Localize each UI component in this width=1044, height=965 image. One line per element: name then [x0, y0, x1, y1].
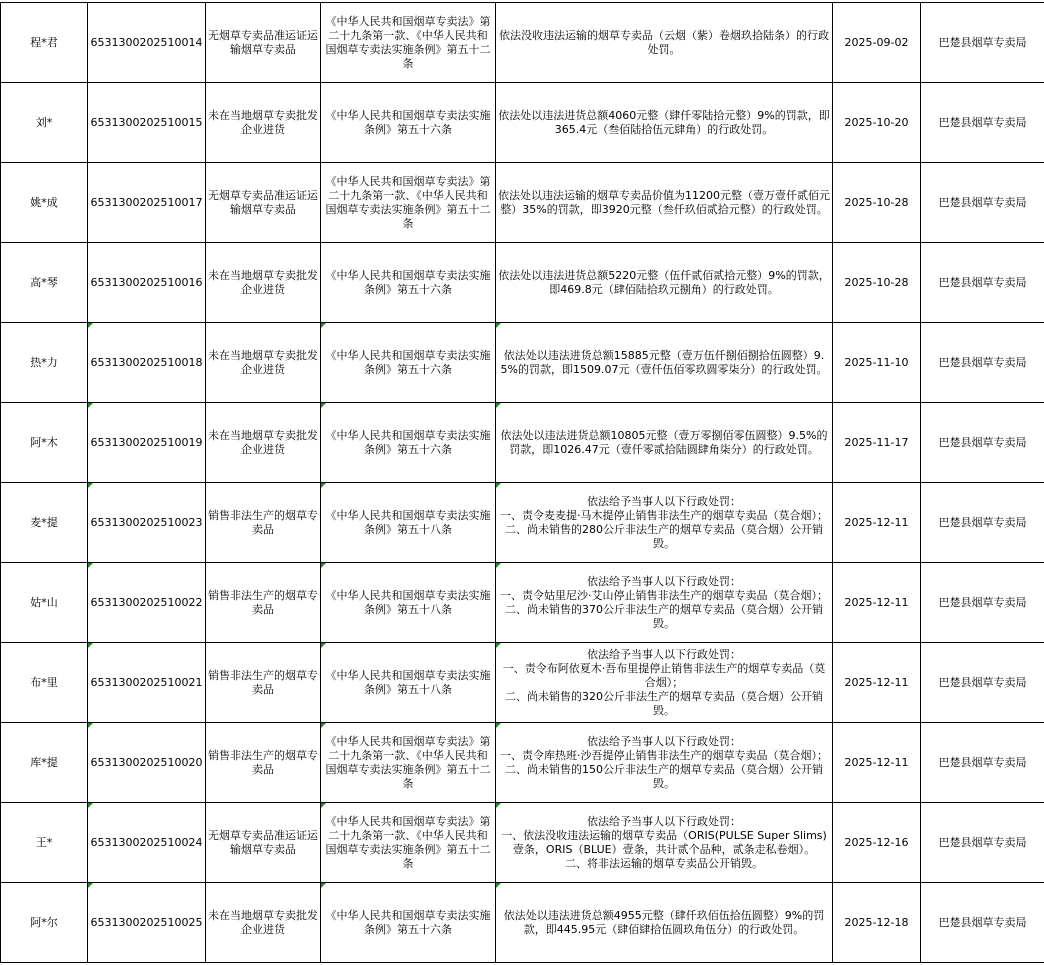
cell-legal-basis[interactable] [321, 563, 496, 643]
cell-case-number-text: 6531300202510014 [91, 36, 203, 49]
cell-legal-basis[interactable] [321, 723, 496, 803]
cell-decision-date-text: 2025-09-02 [845, 36, 909, 49]
comment-marker-icon [496, 323, 501, 328]
cell-decision-date-text: 2025-12-11 [845, 596, 909, 609]
comment-marker-icon [496, 803, 501, 808]
cell-party-name-text: 热*力 [30, 356, 58, 369]
cell-legal-basis-text: 《中华人民共和国烟草专卖法实施条例》第五十六条 [326, 109, 491, 136]
cell-case-number[interactable] [88, 643, 206, 723]
comment-marker-icon [321, 323, 326, 328]
cell-penalty-result[interactable] [496, 723, 833, 803]
penalty-result-line: 一、责令布阿依夏木·吾布里提停止销售非法生产的烟草专卖品（莫合烟）； [498, 662, 830, 690]
cell-authority-text: 巴楚县烟草专卖局 [939, 516, 1027, 529]
cell-violation-type-text: 销售非法生产的烟草专卖品 [208, 749, 318, 776]
comment-marker-icon [88, 403, 93, 408]
comment-marker-icon [88, 483, 93, 488]
table-row[interactable] [1, 803, 1044, 883]
comment-marker-icon [496, 563, 501, 568]
cell-party-name-text: 程*君 [30, 36, 58, 49]
cell-decision-date[interactable] [833, 803, 921, 883]
cell-penalty-result-text: 依法处以违法进货总额10805元整（壹万零捌佰零伍圆整）9.5%的罚款，即1026.47元（壹仟零贰拾陆圆肆角柒分）的行政处罚。 [501, 429, 828, 456]
cell-party-name-text: 阿*木 [30, 436, 58, 449]
cell-case-number[interactable] [88, 243, 206, 323]
cell-authority[interactable] [921, 83, 1044, 163]
cell-decision-date[interactable] [833, 563, 921, 643]
cell-penalty-result[interactable] [496, 483, 833, 563]
cell-legal-basis[interactable] [321, 483, 496, 563]
table-row[interactable] [1, 883, 1044, 963]
comment-marker-icon [321, 403, 326, 408]
cell-decision-date[interactable] [833, 723, 921, 803]
penalty-result-line: 依法给予当事人以下行政处罚： [498, 648, 830, 662]
cell-decision-date[interactable] [833, 83, 921, 163]
cell-party-name[interactable] [1, 163, 88, 243]
cell-penalty-result-text: 依法处以违法进货总额5220元整（伍仟贰佰贰拾元整）9%的罚款，即469.8元（肆佰陆拾玖元捌角）的行政处罚。 [498, 269, 829, 296]
cell-decision-date[interactable] [833, 883, 921, 963]
cell-case-number-text: 6531300202510015 [91, 116, 203, 129]
table-row[interactable] [1, 3, 1044, 83]
penalty-result-line: 一、责令姑里尼沙·艾山停止销售非法生产的烟草专卖品（莫合烟）； [498, 589, 830, 603]
cell-violation-type[interactable] [206, 803, 321, 883]
cell-decision-date-text: 2025-12-11 [845, 676, 909, 689]
cell-legal-basis-text: 《中华人民共和国烟草专卖法实施条例》第五十八条 [326, 509, 491, 536]
cell-party-name[interactable] [1, 723, 88, 803]
cell-authority[interactable] [921, 3, 1044, 83]
cell-legal-basis-text: 《中华人民共和国烟草专卖法实施条例》第五十六条 [326, 909, 491, 936]
cell-violation-type-text: 销售非法生产的烟草专卖品 [208, 669, 318, 696]
comment-marker-icon [321, 883, 326, 888]
cell-case-number-text: 6531300202510020 [91, 756, 203, 769]
cell-case-number[interactable] [88, 723, 206, 803]
cell-legal-basis[interactable] [321, 243, 496, 323]
comment-marker-icon [496, 643, 501, 648]
cell-legal-basis[interactable] [321, 83, 496, 163]
cell-decision-date-text: 2025-10-28 [845, 196, 909, 209]
cell-violation-type[interactable] [206, 643, 321, 723]
cell-legal-basis[interactable] [321, 643, 496, 723]
cell-penalty-result[interactable] [496, 403, 833, 483]
penalty-result-line: 依法给予当事人以下行政处罚： [498, 495, 830, 509]
comment-marker-icon [88, 883, 93, 888]
table-row[interactable] [1, 723, 1044, 803]
cell-authority-text: 巴楚县烟草专卖局 [939, 836, 1027, 849]
cell-authority-text: 巴楚县烟草专卖局 [939, 436, 1027, 449]
cell-penalty-result[interactable] [496, 163, 833, 243]
cell-decision-date[interactable] [833, 483, 921, 563]
comment-marker-icon [321, 803, 326, 808]
cell-case-number-text: 6531300202510024 [91, 836, 203, 849]
cell-violation-type-text: 销售非法生产的烟草专卖品 [208, 589, 318, 616]
cell-authority-text: 巴楚县烟草专卖局 [939, 756, 1027, 769]
penalty-table [0, 2, 1044, 963]
cell-authority[interactable] [921, 323, 1044, 403]
table-row[interactable] [1, 163, 1044, 243]
cell-penalty-result[interactable] [496, 883, 833, 963]
penalty-result-line: 二、将非法运输的烟草专卖品公开销毁。 [498, 857, 830, 871]
table-row[interactable] [1, 643, 1044, 723]
cell-penalty-result-text: 依法处以违法进货总额15885元整（壹万伍仟捌佰捌拾伍圆整）9.5%的罚款，即1509.07元（壹仟伍佰零玖圆零柒分）的行政处罚。 [501, 349, 828, 376]
comment-marker-icon [496, 483, 501, 488]
cell-case-number[interactable] [88, 403, 206, 483]
cell-legal-basis-text: 《中华人民共和国烟草专卖法实施条例》第五十六条 [326, 349, 491, 376]
cell-violation-type[interactable] [206, 3, 321, 83]
table-body [1, 3, 1044, 963]
penalty-result-line: 依法给予当事人以下行政处罚： [498, 575, 830, 589]
cell-penalty-result-text: 依法处以违法运输的烟草专卖品价值为11200元整（壹万壹仟贰佰元整）35%的罚款，即3920元整（叁仟玖佰贰拾元整）的行政处罚。 [498, 189, 830, 216]
cell-case-number[interactable] [88, 323, 206, 403]
table-row[interactable] [1, 563, 1044, 643]
cell-party-name-text: 布*里 [30, 676, 58, 689]
cell-penalty-result[interactable] [496, 643, 833, 723]
cell-decision-date-text: 2025-12-11 [845, 756, 909, 769]
cell-violation-type[interactable] [206, 323, 321, 403]
cell-decision-date[interactable] [833, 243, 921, 323]
cell-legal-basis[interactable] [321, 803, 496, 883]
penalty-result-line: 一、责令库热班·沙吾提停止销售非法生产的烟草专卖品（莫合烟）； [498, 749, 830, 763]
cell-violation-type[interactable] [206, 563, 321, 643]
cell-party-name-text: 阿*尔 [30, 916, 58, 929]
cell-case-number[interactable] [88, 883, 206, 963]
penalty-result-line: 一、责令麦麦提·马木提停止销售非法生产的烟草专卖品（莫合烟）； [498, 509, 830, 523]
cell-violation-type-text: 无烟草专卖品准运证运输烟草专卖品 [208, 189, 318, 216]
cell-legal-basis-text: 《中华人民共和国烟草专卖法》第二十九条第一款、《中华人民共和国烟草专卖法实施条例》第五十二条 [326, 735, 491, 790]
cell-legal-basis[interactable] [321, 323, 496, 403]
cell-case-number-text: 6531300202510016 [91, 276, 203, 289]
cell-penalty-result-text: 依法没收违法运输的烟草专卖品（云烟（紫）卷烟玖拾陆条）的行政处罚。 [499, 29, 829, 56]
cell-authority-text: 巴楚县烟草专卖局 [939, 196, 1027, 209]
cell-party-name[interactable] [1, 243, 88, 323]
cell-authority-text: 巴楚县烟草专卖局 [939, 676, 1027, 689]
cell-violation-type-text: 销售非法生产的烟草专卖品 [208, 509, 318, 536]
cell-violation-type-text: 未在当地烟草专卖批发企业进货 [208, 269, 318, 296]
cell-authority-text: 巴楚县烟草专卖局 [939, 116, 1027, 129]
cell-violation-type[interactable] [206, 723, 321, 803]
penalty-result-line: 一、依法没收违法运输的烟草专卖品（ORIS(PULSE Super Slims)壹条，ORIS（BLUE）壹条，共计贰个品种，贰条走私卷烟）。 [498, 829, 830, 857]
cell-authority-text: 巴楚县烟草专卖局 [939, 596, 1027, 609]
cell-authority-text: 巴楚县烟草专卖局 [939, 36, 1027, 49]
cell-decision-date-text: 2025-12-16 [845, 836, 909, 849]
cell-authority[interactable] [921, 723, 1044, 803]
cell-authority[interactable] [921, 643, 1044, 723]
cell-party-name[interactable] [1, 83, 88, 163]
cell-violation-type[interactable] [206, 83, 321, 163]
cell-violation-type-text: 无烟草专卖品准运证运输烟草专卖品 [208, 29, 318, 56]
cell-case-number-text: 6531300202510017 [91, 196, 203, 209]
comment-marker-icon [321, 483, 326, 488]
cell-party-name[interactable] [1, 483, 88, 563]
cell-party-name-text: 麦*提 [30, 516, 58, 529]
cell-party-name[interactable] [1, 803, 88, 883]
cell-decision-date-text: 2025-11-17 [845, 436, 909, 449]
cell-penalty-result[interactable] [496, 3, 833, 83]
penalty-result-line: 依法给予当事人以下行政处罚： [498, 815, 830, 829]
cell-penalty-result[interactable] [496, 323, 833, 403]
comment-marker-icon [496, 883, 501, 888]
cell-violation-type[interactable] [206, 403, 321, 483]
cell-decision-date-text: 2025-12-11 [845, 516, 909, 529]
cell-party-name[interactable] [1, 643, 88, 723]
cell-legal-basis-text: 《中华人民共和国烟草专卖法》第二十九条第一款、《中华人民共和国烟草专卖法实施条例》第五十二条 [326, 815, 491, 870]
cell-authority[interactable] [921, 403, 1044, 483]
cell-violation-type-text: 未在当地烟草专卖批发企业进货 [208, 109, 318, 136]
cell-violation-type-text: 无烟草专卖品准运证运输烟草专卖品 [208, 829, 318, 856]
cell-case-number-text: 6531300202510025 [91, 916, 203, 929]
cell-decision-date-text: 2025-10-28 [845, 276, 909, 289]
table-row[interactable] [1, 323, 1044, 403]
penalty-result-line: 二、尚未销售的280公斤非法生产的烟草专卖品（莫合烟）公开销毁。 [498, 523, 830, 551]
cell-decision-date-text: 2025-10-20 [845, 116, 909, 129]
cell-authority[interactable] [921, 803, 1044, 883]
cell-party-name[interactable] [1, 323, 88, 403]
comment-marker-icon [88, 723, 93, 728]
cell-case-number[interactable] [88, 803, 206, 883]
cell-penalty-result[interactable] [496, 563, 833, 643]
cell-decision-date-text: 2025-11-10 [845, 356, 909, 369]
cell-party-name-text: 刘* [36, 116, 53, 129]
penalty-result-line: 二、尚未销售的320公斤非法生产的烟草专卖品（莫合烟）公开销毁。 [498, 690, 830, 718]
cell-party-name-text: 姚*成 [30, 196, 58, 209]
cell-penalty-result-text: 依法处以违法进货总额4060元整（肆仟零陆拾元整）9%的罚款，即365.4元（叁佰陆拾伍元肆角）的行政处罚。 [498, 109, 829, 136]
cell-violation-type[interactable] [206, 483, 321, 563]
cell-authority[interactable] [921, 483, 1044, 563]
cell-authority[interactable] [921, 243, 1044, 323]
cell-authority[interactable] [921, 563, 1044, 643]
comment-marker-icon [88, 803, 93, 808]
cell-legal-basis-text: 《中华人民共和国烟草专卖法实施条例》第五十八条 [326, 589, 491, 616]
cell-case-number[interactable] [88, 83, 206, 163]
cell-decision-date[interactable] [833, 403, 921, 483]
cell-violation-type[interactable] [206, 243, 321, 323]
comment-marker-icon [88, 563, 93, 568]
cell-decision-date[interactable] [833, 3, 921, 83]
cell-legal-basis-text: 《中华人民共和国烟草专卖法实施条例》第五十八条 [326, 669, 491, 696]
cell-case-number[interactable] [88, 3, 206, 83]
cell-authority-text: 巴楚县烟草专卖局 [939, 916, 1027, 929]
cell-penalty-result[interactable] [496, 243, 833, 323]
cell-violation-type-text: 未在当地烟草专卖批发企业进货 [208, 909, 318, 936]
cell-authority-text: 巴楚县烟草专卖局 [939, 276, 1027, 289]
cell-penalty-result[interactable] [496, 83, 833, 163]
comment-marker-icon [321, 723, 326, 728]
comment-marker-icon [496, 403, 501, 408]
cell-authority-text: 巴楚县烟草专卖局 [939, 356, 1027, 369]
cell-case-number-text: 6531300202510019 [91, 436, 203, 449]
cell-case-number-text: 6531300202510021 [91, 676, 203, 689]
table-row[interactable] [1, 403, 1044, 483]
cell-legal-basis[interactable] [321, 163, 496, 243]
cell-party-name[interactable] [1, 3, 88, 83]
cell-violation-type-text: 未在当地烟草专卖批发企业进货 [208, 349, 318, 376]
cell-legal-basis-text: 《中华人民共和国烟草专卖法实施条例》第五十六条 [326, 269, 491, 296]
cell-legal-basis-text: 《中华人民共和国烟草专卖法》第二十九条第一款、《中华人民共和国烟草专卖法实施条例》第五十二条 [326, 175, 491, 230]
cell-violation-type-text: 未在当地烟草专卖批发企业进货 [208, 429, 318, 456]
cell-case-number-text: 6531300202510023 [91, 516, 203, 529]
cell-legal-basis-text: 《中华人民共和国烟草专卖法实施条例》第五十六条 [326, 429, 491, 456]
cell-party-name[interactable] [1, 563, 88, 643]
table-row[interactable] [1, 483, 1044, 563]
comment-marker-icon [321, 563, 326, 568]
cell-party-name[interactable] [1, 403, 88, 483]
cell-decision-date-text: 2025-12-18 [845, 916, 909, 929]
comment-marker-icon [496, 723, 501, 728]
table-row[interactable] [1, 83, 1044, 163]
cell-legal-basis[interactable] [321, 3, 496, 83]
cell-violation-type[interactable] [206, 163, 321, 243]
cell-party-name-text: 王* [36, 836, 53, 849]
cell-party-name-text: 高*琴 [30, 276, 58, 289]
penalty-result-line: 依法给予当事人以下行政处罚： [498, 735, 830, 749]
cell-party-name-text: 库*提 [30, 756, 58, 769]
cell-decision-date[interactable] [833, 323, 921, 403]
cell-case-number-text: 6531300202510022 [91, 596, 203, 609]
cell-legal-basis-text: 《中华人民共和国烟草专卖法》第二十九条第一款、《中华人民共和国烟草专卖法实施条例》第五十二条 [326, 15, 491, 70]
cell-violation-type[interactable] [206, 883, 321, 963]
cell-case-number[interactable] [88, 163, 206, 243]
cell-authority[interactable] [921, 883, 1044, 963]
cell-decision-date[interactable] [833, 643, 921, 723]
cell-decision-date[interactable] [833, 163, 921, 243]
cell-penalty-result-text: 依法处以违法进货总额4955元整（肆仟玖佰伍拾伍圆整）9%的罚款，即445.95元（肆佰肆拾伍圆玖角伍分）的行政处罚。 [504, 909, 824, 936]
table-row[interactable] [1, 243, 1044, 323]
cell-authority[interactable] [921, 163, 1044, 243]
comment-marker-icon [88, 643, 93, 648]
cell-penalty-result[interactable] [496, 803, 833, 883]
penalty-result-line: 二、尚未销售的150公斤非法生产的烟草专卖品（莫合烟）公开销毁。 [498, 763, 830, 791]
cell-legal-basis[interactable] [321, 883, 496, 963]
comment-marker-icon [88, 323, 93, 328]
cell-case-number[interactable] [88, 483, 206, 563]
penalty-result-line: 二、尚未销售的370公斤非法生产的烟草专卖品（莫合烟）公开销毁。 [498, 603, 830, 631]
cell-party-name[interactable] [1, 883, 88, 963]
cell-case-number-text: 6531300202510018 [91, 356, 203, 369]
cell-case-number[interactable] [88, 563, 206, 643]
cell-legal-basis[interactable] [321, 403, 496, 483]
comment-marker-icon [321, 643, 326, 648]
cell-party-name-text: 姑*山 [30, 596, 58, 609]
